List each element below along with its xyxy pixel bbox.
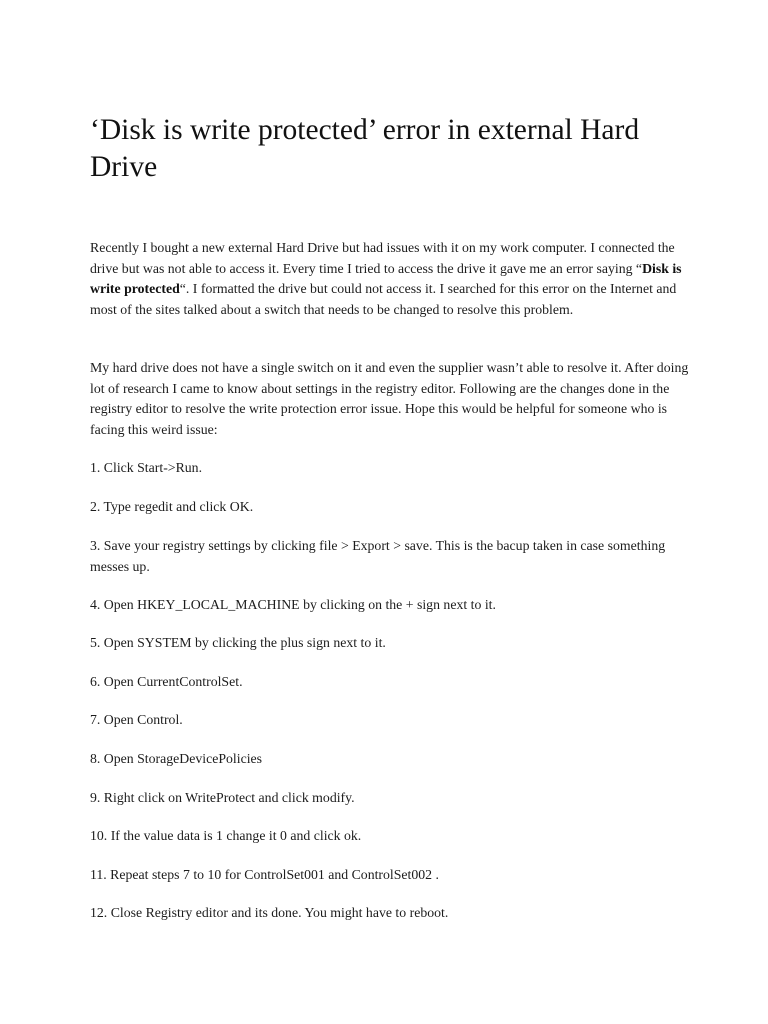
step-item: 1. Click Start->Run. bbox=[90, 460, 203, 475]
step-item: 11. Repeat steps 7 to 10 for ControlSet001 and ControlSet002 . bbox=[90, 867, 439, 882]
step-item: 9. Right click on WriteProtect and click modify. bbox=[90, 790, 355, 805]
step-item: 3. Save your registry settings by clicking file > Export > save. This is the bacup taken in case something messes up. bbox=[90, 538, 666, 574]
step-item: 4. Open HKEY_LOCAL_MACHINE by clicking on the + sign next to it. bbox=[90, 597, 496, 612]
step-item: 7. Open Control. bbox=[90, 712, 183, 727]
step-item: 5. Open SYSTEM by clicking the plus sign next to it. bbox=[90, 635, 386, 650]
intro-text-before: Recently I bought a new external Hard Drive but had issues with it on my work computer. I connected the drive but was not able to access it. Every time I tried to access the drive it gave me an error saying “ bbox=[90, 240, 675, 276]
research-paragraph: My hard drive does not have a single switch on it and even the supplier wasn’t able to resolve it. After doing lot of research I came to know about settings in the registry editor. Following are the changes done in the registry editor to resolve the write protection error issue. Hope this would be helpful for someone who is facing this weird issue: bbox=[90, 360, 689, 437]
intro-paragraph bbox=[90, 238, 690, 320]
article-title: ‘Disk is write protected’ error in external Hard Drive bbox=[90, 114, 640, 183]
error-message-bold: Disk is write protected bbox=[90, 260, 682, 296]
step-item: 10. If the value data is 1 change it 0 and click ok. bbox=[90, 828, 362, 843]
step-item: 8. Open StorageDevicePolicies bbox=[90, 751, 263, 766]
step-item: 12. Close Registry editor and its done. You might have to reboot. bbox=[90, 905, 449, 920]
intro-text-after: “. I formatted the drive but could not access it. I searched for this error on the Internet and most of the sites talked about a switch that needs to be changed to resolve this problem. bbox=[90, 281, 677, 317]
step-item: 6. Open CurrentControlSet. bbox=[90, 674, 243, 689]
step-item: 2. Type regedit and click OK. bbox=[90, 499, 254, 514]
